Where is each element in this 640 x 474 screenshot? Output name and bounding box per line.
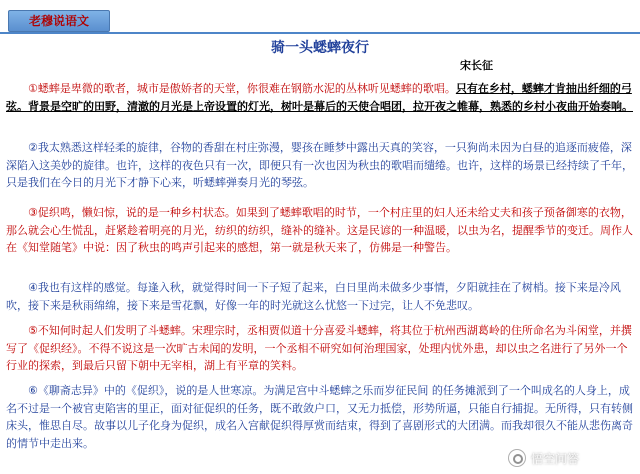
article-author: 宋长征 xyxy=(460,59,493,72)
paragraph-3: ③促织鸣，懒妇惊，说的是一种乡村状态。如果到了蟋蟀歌唱的时节，一个村庄里的妇人还未给丈夫和孩子预备御寒的衣物，那么就会心生慌乱，赶紧趁着明亮的月光，纺织的纺织，缝补的缝补。这是民谚的一种温暖，以虫为名，提醒季节的变迁。周作人在《知堂随笔》中说：因了秋虫的鸣声引起来的感想，第一就是秋天来了，仿佛是一种警告。 xyxy=(6,206,633,254)
paragraph-1-normal: ①蟋蟀是卑微的歌者，城市是傲娇者的天堂，你很难在钢筋水泥的丛林听见蟋蟀的歌唱。 xyxy=(28,82,456,95)
watermark-logo-icon xyxy=(508,449,526,467)
watermark xyxy=(508,448,579,468)
paragraph-4: ④我也有这样的感觉。每逢入秋，就觉得时间一下子短了起来，白日里尚未做多少事情，夕阳就挂在了树梢。接下来是冷风吹，接下来是秋雨绵绵，接下来是雪花飘，好像一年的时光就这么忧悠一下过完，让人不免悲叹。 xyxy=(6,281,621,312)
paragraph-6: ⑥《聊斋志异》中的《促织》，说的是人世寒凉。为满足宫中斗蟋蟀之乐而岁征民间 的任务摊派到了一个叫成名的人身上，成名不过是一个被官吏陷害的里正，面对征促织的任务，既不敢敛户口，又无力抵偿，形势所逼，只能自行捕捉。无所得，只有转侧床头，惟思自尽。故事以儿子化身为促织，成名入宫献促织得厚赏而结束，得到了喜剧形式的大团满。而我却很久不能从悲伤离奇的情节中走出来。 xyxy=(6,384,633,450)
paragraph-5: ⑤不知何时起人们发明了斗蟋蟀。宋理宗时，丞相贾似道十分喜爱斗蟋蟀，将其位于杭州西湖葛岭的住所命名为斗闲堂，并撰写了《促织经》。不得不说这是一次旷古未闻的发明，一个丞相不研究如何治理国家，处理内忧外患，却以虫之名进行了另外一个行业的探索，到最后只留下朝中无宰相，湖上有平章的笑料。 xyxy=(6,324,632,372)
paragraph-1 xyxy=(6,80,634,115)
column-tag xyxy=(8,10,110,32)
paragraph-1-emphasis: 只有在乡村，蟋蟀才肯抽出纤细的弓弦。背景是空旷的田野，清澈的月光是上帝设置的灯光，树叶是幕后的天使合唱团，拉开夜之帷幕，熟悉的乡村小夜曲开始奏响。 xyxy=(6,82,633,113)
watermark-text: 悟空问答 xyxy=(531,451,580,466)
header-divider xyxy=(0,32,640,34)
column-tag-label: 老穆说语文 xyxy=(28,14,89,28)
paragraph-2: ②我太熟悉这样轻柔的旋律，谷物的香甜在村庄弥漫，婴孩在睡梦中露出天真的笑容，一只狗尚未因为白昼的追逐而疲倦，深深陷入这美妙的旋律。也许，这样的夜色只有一次，即便只有一次也因为秋虫的歌唱而缱绻。也许，这样的场景已经持续了千年，只是我们在今日的月光下才静下心来，听蟋蟀弹奏月光的琴弦。 xyxy=(6,141,633,189)
article-title: 骑一头蟋蟀夜行 xyxy=(271,40,369,56)
